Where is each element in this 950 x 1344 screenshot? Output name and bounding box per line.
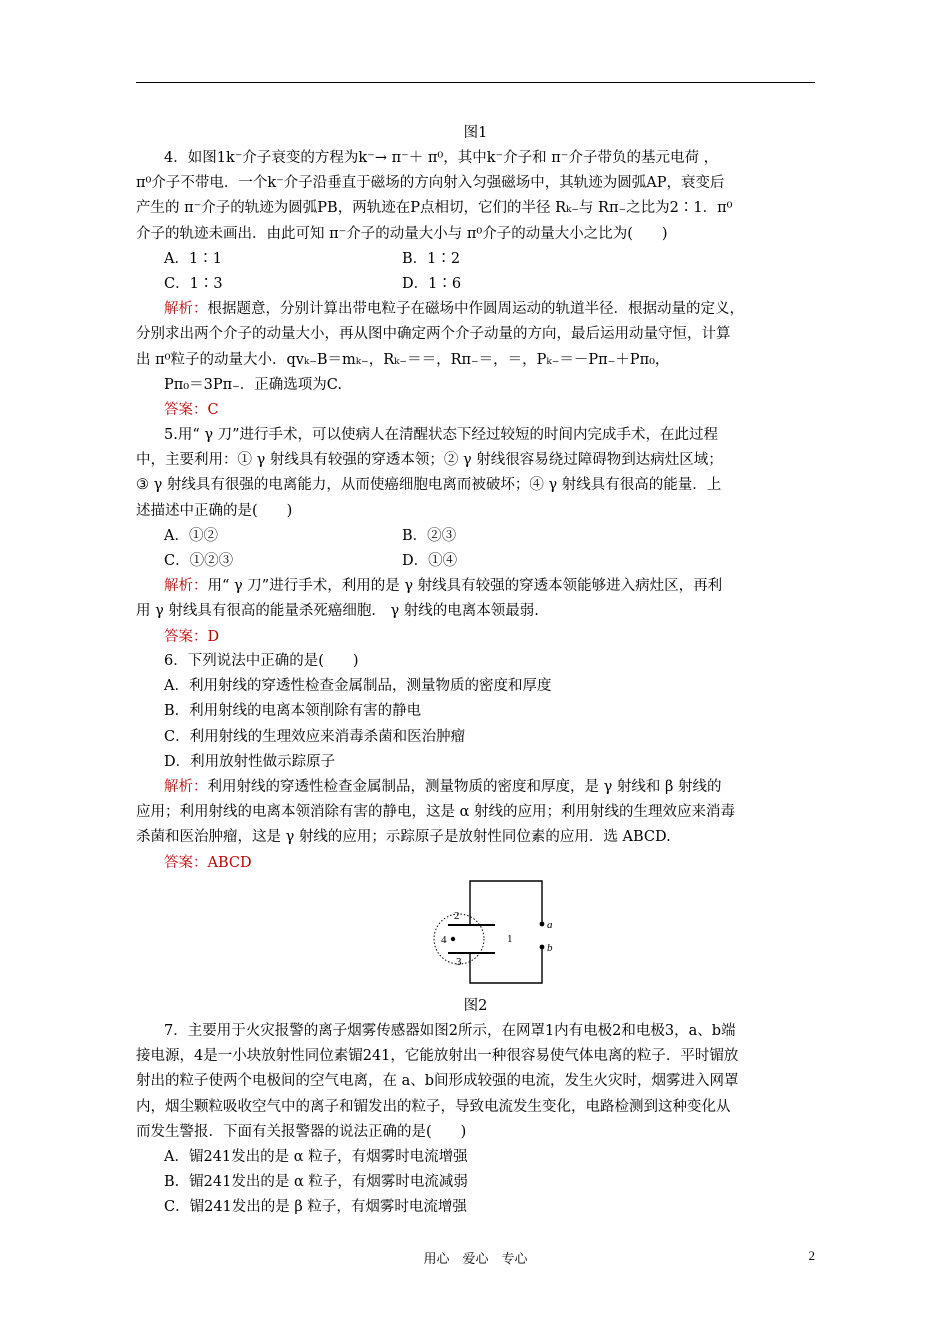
option-b: B．利用射线的电离本领削除有害的静电 bbox=[164, 703, 422, 720]
question-6 bbox=[136, 649, 815, 876]
question-7-line: 7．主要用于火灾报警的离子烟雾传感器如图2所示，在网罩1内有电极2和电极3，a、b端 bbox=[164, 1023, 736, 1039]
option-c: C．利用射线的生理效应来消毒杀菌和医治肿瘤 bbox=[164, 728, 466, 745]
answer: 答案：C bbox=[164, 401, 219, 418]
label-a: a bbox=[547, 919, 553, 931]
option-d: D．①④ bbox=[402, 552, 458, 569]
analysis-text: 根据题意，分别计算出带电粒子在磁场中作圆周运动的轨道半径．根据动量的定义， bbox=[207, 301, 744, 318]
question-5-line: 5.用“ γ 刀”进行手术，可以使病人在清醒状态下经过较短的时间内完成手术，在此过程 bbox=[164, 427, 719, 443]
terminal-a-dot bbox=[540, 922, 545, 927]
wire-top bbox=[470, 881, 542, 925]
label-4: 4 bbox=[441, 934, 447, 946]
analysis-text: 利用射线的穿透性检查金属制品，测量物质的密度和厚度，是 γ 射线和 β 射线的 bbox=[207, 778, 722, 795]
figure-2-caption: 图2 bbox=[463, 998, 488, 1014]
question-4-options-row bbox=[136, 247, 815, 272]
analysis-label: 解析： bbox=[164, 778, 208, 795]
answer: 答案：ABCD bbox=[164, 854, 252, 871]
question-7 bbox=[136, 1019, 815, 1221]
question-4-line: π⁰介子不带电．一个k⁻介子沿垂直于磁场的方向射入匀强磁场中，其轨迹为圆弧AP，衰变后 bbox=[136, 175, 725, 192]
question-5-line: ③ γ 射线具有很强的电离能力，从而使癌细胞电离而被破坏；④ γ 射线具有很高的能量．上 bbox=[136, 477, 722, 494]
analysis-line: 分别求出两个介子的动量大小，再从图中确定两个介子动量的方向，最后运用动量守恒，计算 bbox=[136, 326, 731, 343]
analysis-line bbox=[136, 775, 815, 800]
analysis-text: 用“ γ 刀”进行手术，利用的是 γ 射线具有较强的穿透本领能够进入病灶区，再利 bbox=[207, 578, 723, 595]
answer: 答案：D bbox=[164, 628, 220, 645]
option-c: C．镅241发出的是 β 粒子，有烟雾时电流增强 bbox=[164, 1199, 467, 1216]
option-d: D．利用放射性做示踪原子 bbox=[164, 753, 336, 770]
terminal-b-dot bbox=[540, 945, 545, 950]
footer-motto: 用心 爱心 专心 bbox=[423, 1252, 528, 1267]
option-b: B．②③ bbox=[402, 527, 457, 544]
option-a: A．①② bbox=[164, 527, 218, 544]
option-a: A．利用射线的穿透性检查金属制品，测量物质的密度和厚度 bbox=[164, 678, 552, 695]
question-7-line: 射出的粒子使两个电极间的空气电离，在 a、b间形成较强的电流，发生火灾时，烟雾进入网罩 bbox=[136, 1073, 739, 1090]
question-6-stem: 6．下列说法中正确的是( ) bbox=[164, 653, 359, 669]
question-4-line: 产生的 π⁻介子的轨迹为圆弧PB，两轨迹在P点相切，它们的半径 Rₖ₋与 Rπ₋之比为2∶1．π⁰ bbox=[136, 200, 733, 217]
option-c: C．1∶3 bbox=[164, 275, 223, 292]
analysis-label: 解析： bbox=[164, 578, 208, 595]
analysis-line bbox=[136, 297, 815, 322]
option-d: D．1∶6 bbox=[402, 275, 462, 292]
label-1: 1 bbox=[507, 933, 513, 945]
option-a: A．镅241发出的是 α 粒子，有烟雾时电流增强 bbox=[164, 1148, 468, 1165]
question-4-line: 4．如图1k⁻介子衰变的方程为k⁻→ π⁻＋ π⁰，其中k⁻介子和 π⁻介子带负的基元电荷 ， bbox=[164, 150, 719, 166]
analysis-line: Pπ₀＝3Pπ₋．正确选项为C. bbox=[164, 376, 342, 393]
question-5-options-row bbox=[136, 549, 815, 574]
label-3: 3 bbox=[456, 956, 462, 968]
analysis-line: 用 γ 射线具有很高的能量杀死癌细胞． γ 射线的电离本领最弱. bbox=[136, 603, 539, 620]
option-c: C．①②③ bbox=[164, 552, 234, 569]
analysis-label: 解析： bbox=[164, 301, 208, 318]
question-4-line: 介子的轨迹未画出．由此可知 π⁻介子的动量大小与 π⁰介子的动量大小之比为( ) bbox=[136, 225, 668, 242]
source-4-dot bbox=[451, 937, 455, 941]
header-rule bbox=[136, 82, 815, 83]
question-4-options-row bbox=[136, 272, 815, 297]
question-5-line: 述描述中正确的是( ) bbox=[136, 502, 293, 519]
analysis-line: 出 π⁰粒子的动量大小．qvₖ₋B＝mₖ₋，Rₖ₋＝＝，Rπ₋＝，＝，Pₖ₋＝－Pπ₋＋Pπ₀， bbox=[136, 351, 670, 368]
question-7-line: 接电源，4是一小块放射性同位素镅241，它能放射出一种很容易使气体电离的粒子．平时镅放 bbox=[136, 1048, 739, 1065]
question-5 bbox=[136, 423, 815, 650]
question-4 bbox=[136, 146, 815, 423]
label-b: b bbox=[547, 942, 553, 954]
option-b: B．镅241发出的是 α 粒子，有烟雾时电流减弱 bbox=[164, 1174, 468, 1191]
option-a: A．1∶1 bbox=[164, 250, 222, 267]
question-5-options-row bbox=[136, 524, 815, 549]
question-7-line: 内，烟尘颗粒吸收空气中的离子和镅发出的粒子，导致电流发生变化，电路检测到这种变化从 bbox=[136, 1098, 731, 1115]
label-2: 2 bbox=[454, 910, 460, 922]
page-number: 2 bbox=[808, 1248, 815, 1263]
figure-1-caption: 图1 bbox=[463, 125, 488, 141]
analysis-line: 应用；利用射线的电离本领消除有害的静电，这是 α 射线的应用；利用射线的生理效应来消毒 bbox=[136, 804, 736, 821]
analysis-line: 杀菌和医治肿瘤，这是 γ 射线的应用；示踪原子是放射性同位素的应用．选 ABCD. bbox=[136, 829, 671, 846]
analysis-line bbox=[136, 574, 815, 599]
option-b: B．1∶2 bbox=[402, 250, 461, 267]
question-7-line: 而发生警报．下面有关报警器的说法正确的是( ) bbox=[136, 1123, 467, 1140]
smoke-sensor-figure bbox=[418, 876, 558, 988]
question-5-line: 中，主要利用：① γ 射线具有较强的穿透本领；② γ 射线很容易绕过障碍物到达病灶区域； bbox=[136, 452, 723, 469]
